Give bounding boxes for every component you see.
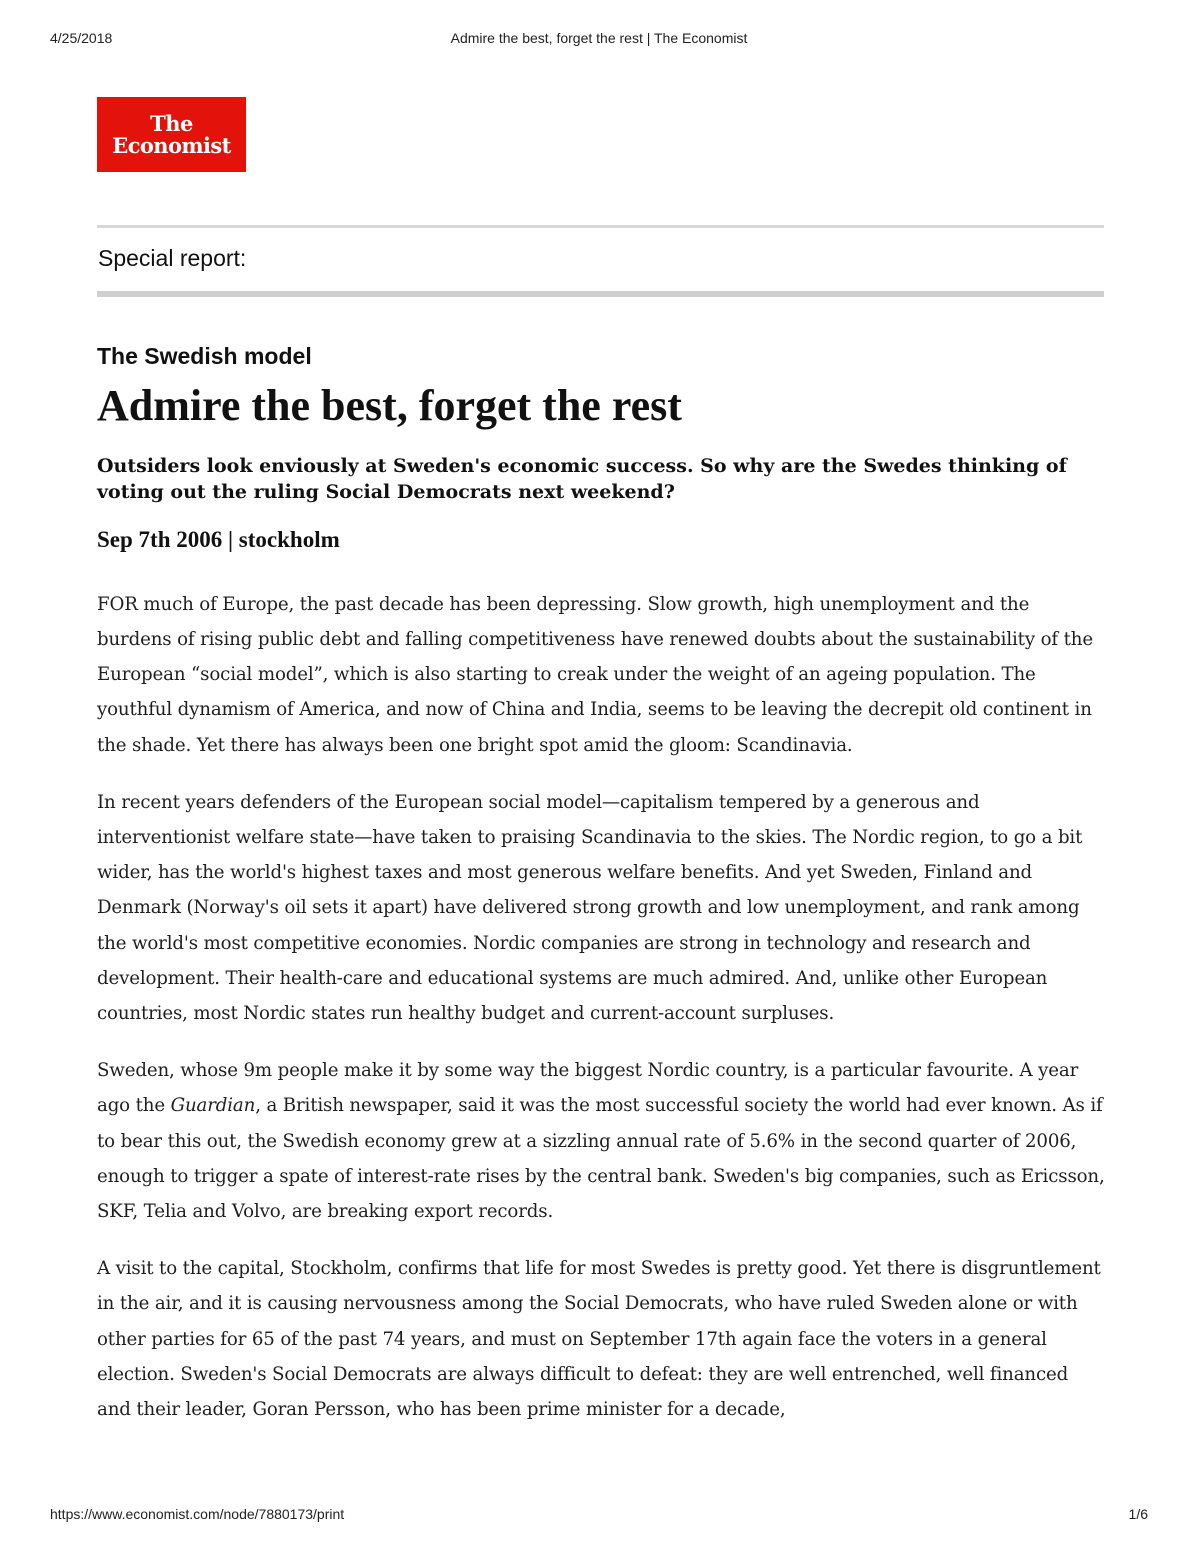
rubric: Outsiders look enviously at Sweden's economic success. So why are the Swedes thinking of voting out the ruling Social Democrats next weekend? [97,454,1067,503]
paragraph-2: In recent years defenders of the European social model—capitalism tempered by a generous and interventionist welfare state—have taken to praising Scandinavia to the skies. The Nordic region, to go a bit wider, has the world's highest taxes and most generous welfare benefits. And yet Sweden, Finland and Denmark (Norway's oil sets it apart) have delivered strong growth and low unemployment, and rank among the world's most competitive economies. Nordic companies are strong in technology and research and development. Their health-care and educational systems are much admired. And, unlike other European countries, most Nordic states run healthy budget and current-account surpluses. [97,791,1083,1025]
paragraph-3-part-a: Sweden, whose 9m people make it by some way the biggest Nordic country, is a particular favourite. A year ago the [97,1060,1079,1117]
fly-title: The Swedish model [97,343,312,369]
economist-logo[interactable] [97,97,246,172]
article [97,343,1107,1449]
print-footer [50,1506,1148,1526]
dateline: Sep 7th 2006 | stockholm [97,526,340,552]
article-body [97,587,1107,1427]
paragraph-3-part-b: , a British newspaper, said it was the most successful society the world had ever known. As if to bear this out, the Swedish economy grew at a sizzling annual rate of 5.6% in the second quarter of 2006, enough to trigger a spate of interest-rate rises by the central bank. Sweden's big companies, such as Ericsson, SKF, Telia and Volvo, are breaking export records. [97,1095,1105,1223]
paragraph-3 [97,1053,1107,1229]
print-date: 4/25/2018 [50,30,113,46]
section-divider-bottom [97,291,1104,297]
print-header [50,30,1148,50]
section-divider-top [97,225,1104,228]
logo-line-1: The [150,111,193,136]
paragraph-1: FOR much of Europe, the past decade has been depressing. Slow growth, high unemployment and the burdens of rising public debt and falling competitiveness have renewed doubts about the sustainability of the European “social model”, which is also starting to creak under the weight of an ageing population. The youthful dynamism of America, and now of China and India, seems to be leaving the decrepit old continent in the shade. Yet there has always been one bright spot amid the gloom: Scandinavia. [97,593,1093,756]
print-page-title: Admire the best, forget the rest | The Economist [450,30,748,46]
print-url[interactable]: https://www.economist.com/node/7880173/print [50,1506,345,1522]
publication-name: Guardian [170,1095,256,1117]
section-label: Special report: [98,245,247,271]
logo-line-2: Economist [112,133,231,158]
headline: Admire the best, forget the rest [97,381,682,430]
page-number: 1/6 [1128,1506,1148,1522]
paragraph-4: A visit to the capital, Stockholm, confirms that life for most Swedes is pretty good. Yet there is disgruntlement in the air, and it is causing nervousness among the Social Democrats, who have ruled Sweden alone or with other parties for 65 of the past 74 years, and must on September 17th again face the voters in a general election. Sweden's Social Democrats are always difficult to defeat: they are well entrenched, well financed and their leader, Goran Persson, who has been prime minister for a decade, [97,1258,1101,1421]
